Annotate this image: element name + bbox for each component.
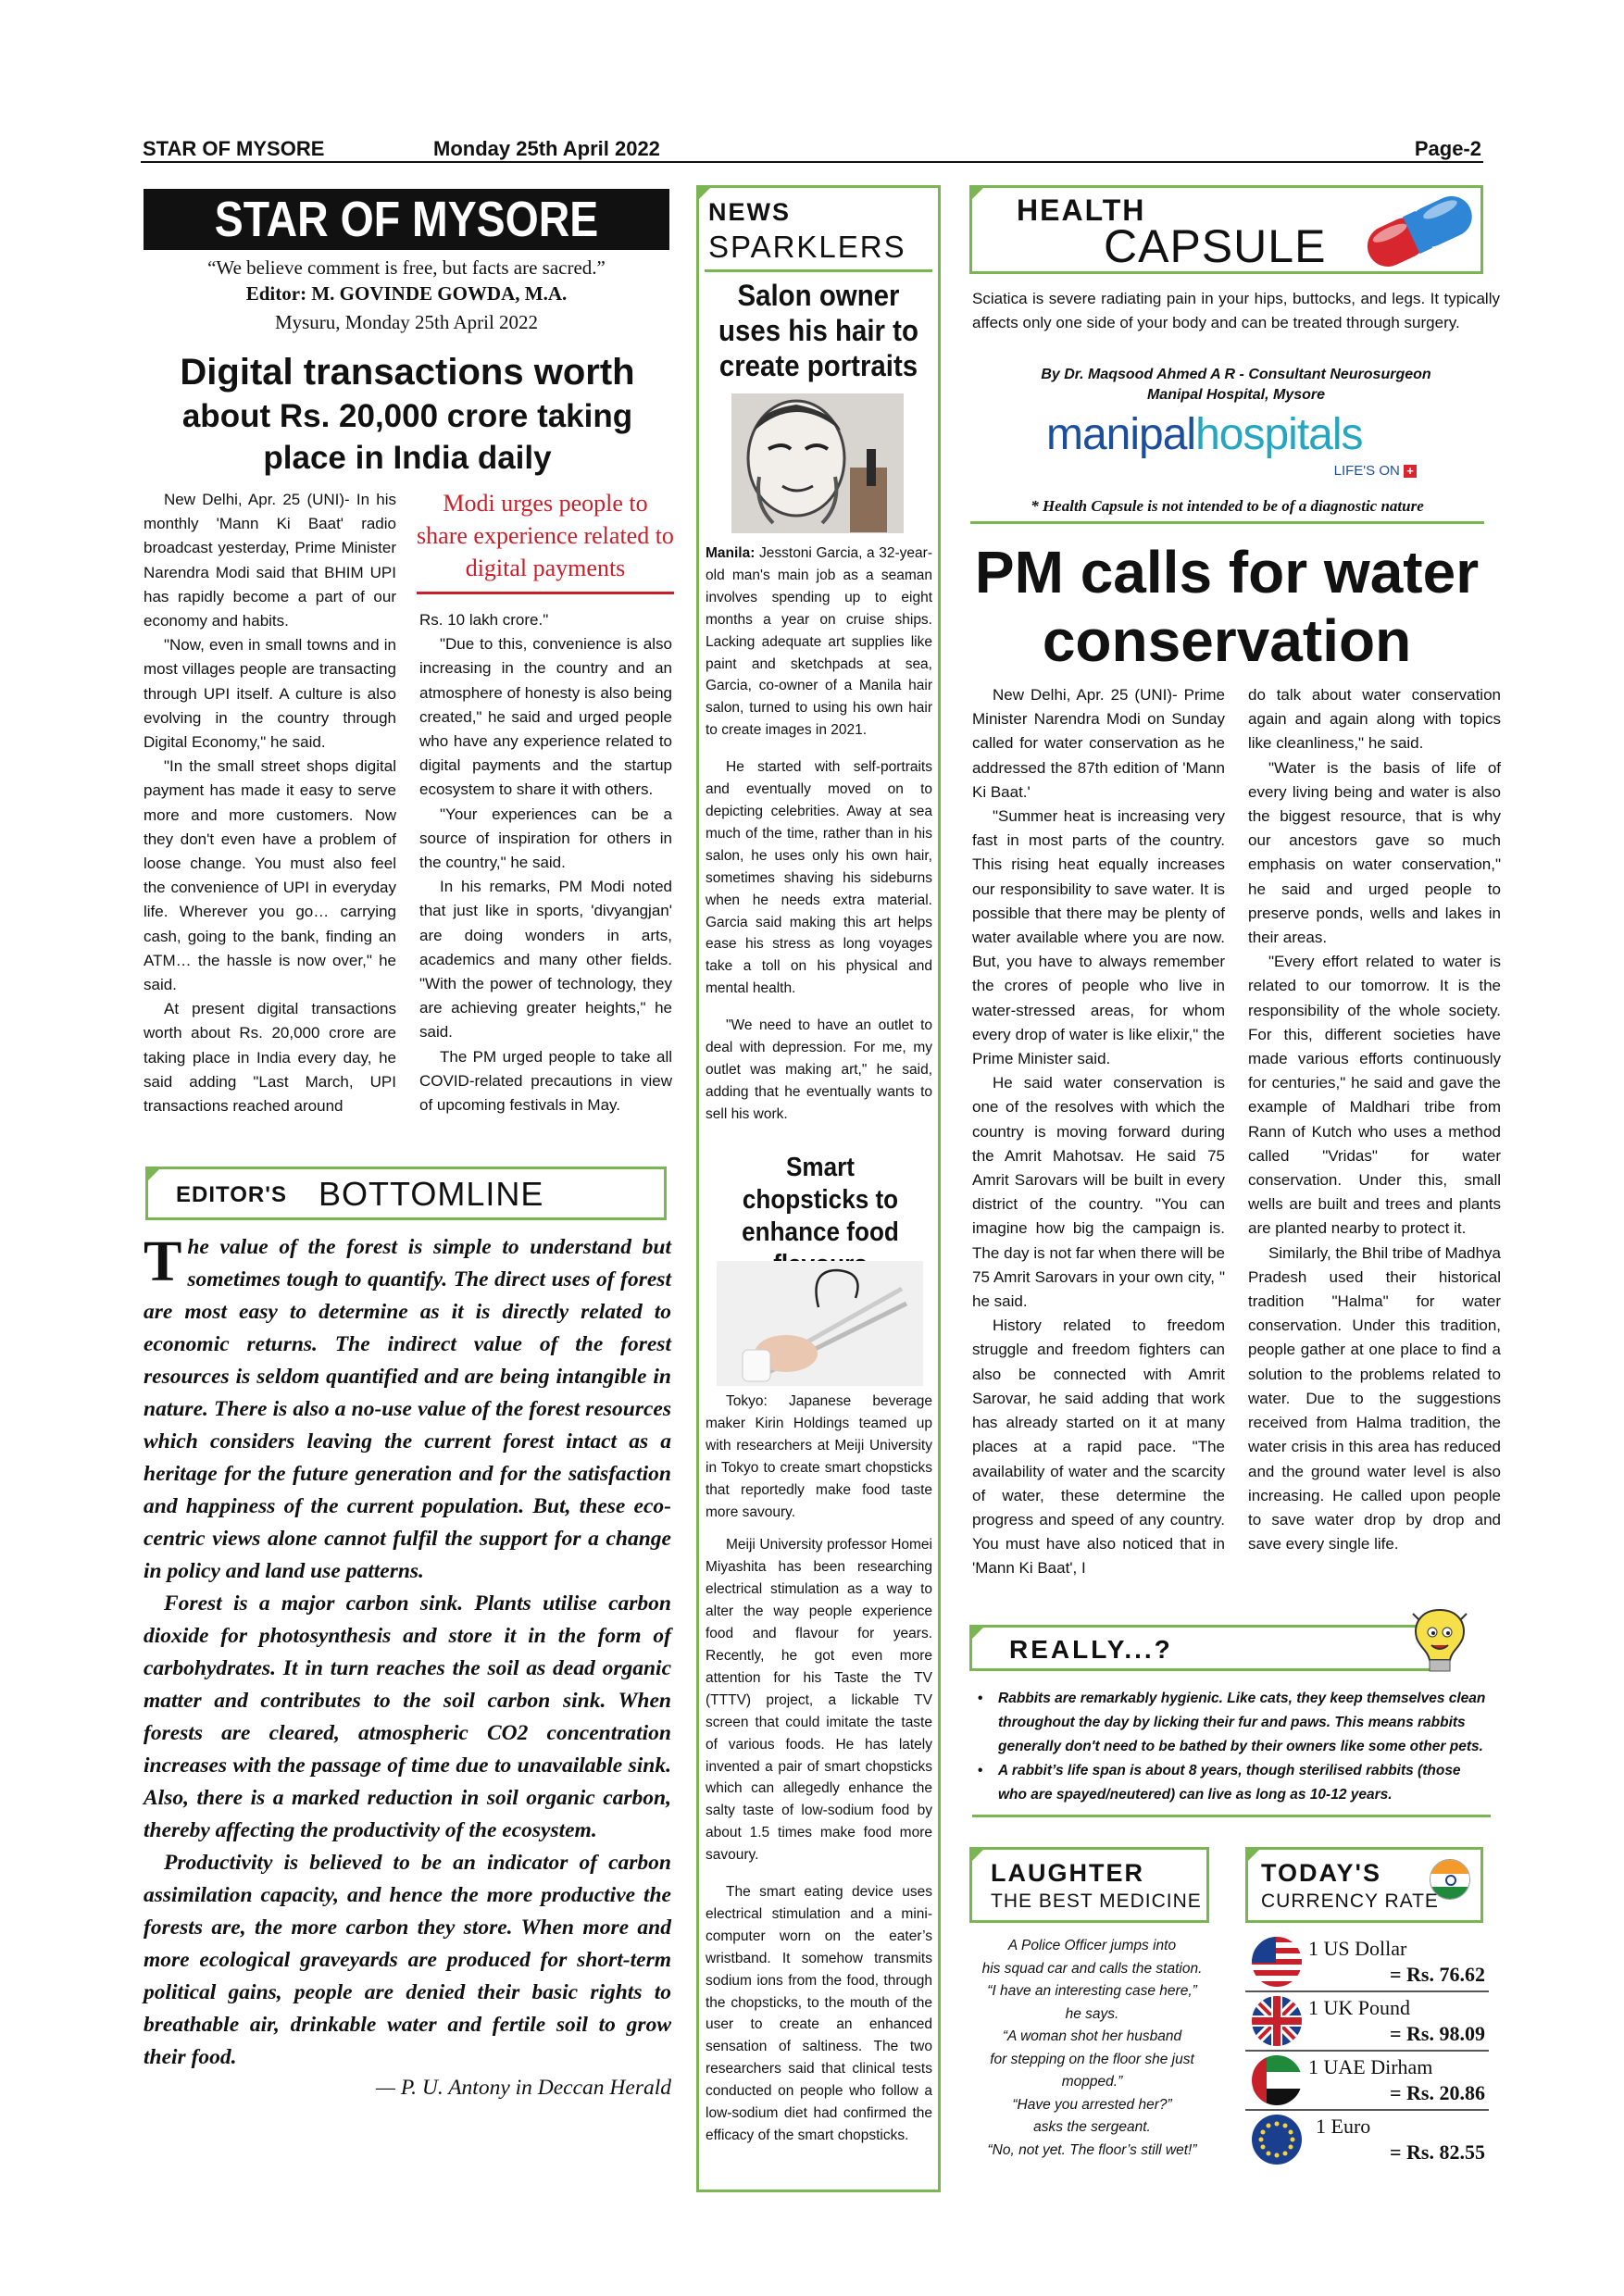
currency-label-a: TODAY'S	[1261, 1859, 1381, 1887]
salon-paragraph-1	[706, 543, 932, 742]
laughter-header	[969, 1847, 1209, 1923]
salon-story	[706, 543, 932, 1126]
health-label-b: CAPSULE	[1104, 220, 1327, 272]
chopsticks-illustration	[717, 1261, 923, 1386]
rate-name: 1 Euro	[1316, 2115, 1371, 2138]
lead-paragraph: The PM urged people to take all COVID-related precautions in view of upcoming festivals in May.	[419, 1047, 672, 1115]
lead-headline-3: place in India daily	[263, 440, 552, 476]
manipal-logo	[1046, 409, 1417, 483]
manipal-tagline	[1334, 463, 1417, 479]
lead-headline-1: Digital transactions worth	[180, 352, 635, 393]
water-paragraph: He said water conservation is one of the resolves with which the country is moving forward during the Amrit Mahotsav. He said 75 Amrit Sarovars will be built in every district of the country. "You can imagine how big the campaign is. The day is not far when there will be 75 Amrit Sarovars in your own city, " he said.	[972, 1074, 1225, 1311]
paper-logo-text: STAR OF MYSORE	[214, 192, 599, 247]
bottomline-paragraph-2: Forest is a major carbon sink. Plants utilise carbon dioxide for photosynthesis and store it in the form of carbohydrates. It in turn reaches the soil as dead organic matter and contributes to the soil carbon sink. When forests are cleared, atmospheric CO2 concentration increases with the passage of time due to unavailable sink. Also, there is a marked reduction in soil organic carbon, thereby affecting the productivity of the ecosystem.	[144, 1591, 671, 1842]
bottomline-label-b: BOTTOMLINE	[319, 1175, 544, 1213]
water-paragraph: do talk about water conservation again and again along with topics like cleanliness," he said.	[1248, 686, 1501, 753]
currency-header	[1245, 1847, 1483, 1923]
sparklers-label-a: NEWS	[708, 198, 791, 226]
laughter-label-a: LAUGHTER	[991, 1859, 1144, 1887]
sparklers-header-rule	[705, 269, 932, 272]
chopsticks-headline: Smart chopsticks to enhance food	[742, 1153, 899, 1247]
rate-name: 1 UK Pound	[1308, 1996, 1411, 2019]
water-column-2	[1248, 683, 1501, 1556]
laughter-corner	[969, 1847, 986, 1864]
salon-headline: Salon owner uses his hair to create portraits	[718, 279, 918, 382]
joke-line: A Police Officer jumps into	[1007, 1938, 1177, 1953]
chopsticks-paragraph-2: Meiji University professor Homei Miyashita has been researching electrical stimulation as a way to alter the way people experience food and flavour for years. Recently, he got even more attention for his Taste the TV (TTTV) project, a lickable TV screen that could imitate the taste of various foods. He has lately invented a pair of smart chopsticks which can allegedly enhance the salty taste of low-sodium food by about 1.5 times make food more savoury.	[706, 1537, 932, 1864]
joke-line: for stepping on the floor she just	[990, 2051, 1194, 2067]
water-paragraph: "Every effort related to water is related to our tomorrow. It is the responsibility of the whole society. For this, different societies have made various efforts continuously for centuries," he said and gave the example of Maldhari tribe from Rann of Kutch who uses a method called "Vridas" for water conservation. Under this, small wells are built and trees and plants are planted nearby to protect it.	[1248, 953, 1501, 1238]
bottomline-credit: — P. U. Antony in Deccan Herald	[376, 2076, 671, 2100]
health-byline-2: Manipal Hospital, Mysore	[1146, 387, 1326, 403]
rate-value: = Rs. 20.86	[1390, 2081, 1485, 2104]
lead-paragraph: In his remarks, PM Modi noted that just like in sports, 'divyangjan' are doing wonders in arts, academics and many other fields. "With the power of technology, they are achieving greater heights," he said.	[419, 878, 672, 1042]
uk-flag-icon	[1252, 1996, 1302, 2046]
bottomline-paragraph-3: Productivity is believed to be an indicator of carbon assimilation capacity, and hence the more productive the forests are, the more carbon they store. When more and more ecological graveyards are produced for short-term political gains, people are denied their basic rights to breathable air, drinkable water and fertile soil to grow their food.	[144, 1851, 671, 2069]
rate-row-aed	[1245, 2053, 1489, 2111]
bottomline-text: he value of the forest is simple to understand but sometimes tough to quantify. The direct uses of forest are most easy to determine as it is directly related to economic returns. The indirect value of the forest resources is seldom quantified and are being intangible in nature. There is also a no-use value of the forest resources which considers leaving the current forest intact as a heritage for the future generation and for the satisfaction and happiness of the current population. But, these eco-centric views alone cannot fulfil the support for a change in policy and land use patterns.	[144, 1235, 671, 1583]
masthead	[141, 135, 1483, 163]
really-header	[969, 1625, 1432, 1671]
lead-paragraph: Rs. 10 lakh crore."	[419, 611, 549, 629]
rate-row-gbp	[1245, 1994, 1489, 2052]
joke-line: “No, not yet. The floor’s still wet!”	[987, 2141, 1197, 2158]
bottomline-label-a: EDITOR'S	[176, 1182, 287, 1207]
paper-logo	[144, 189, 669, 250]
lead-paragraph: "Due to this, convenience is also increasing in the country and an atmosphere of honesty is also being created," he said and urged people who have any experience related to digital payments and the startup ecosystem to share it with others.	[419, 635, 672, 799]
usa-flag-icon	[1252, 1937, 1302, 1987]
really-fact-text: A rabbit’s life span is about 8 years, though sterilised rabbits (those who are spayed/neutered) can live as long as 10-12 years.	[998, 1763, 1461, 1803]
chopsticks-paragraph-1: Tokyo: Japanese beverage maker Kirin Holdings teamed up with researchers at Meiji University in Tokyo to create smart chopsticks that reportedly make food taste more savoury.	[706, 1393, 932, 1520]
masthead-paper: STAR OF MYSORE	[143, 137, 325, 160]
manipal-tagline-text: LIFE'S ON	[1333, 463, 1400, 479]
salon-paragraph-2: He started with self-portraits and eventually moved on to depicting celebrities. Away at sea much of the time, rather than in his salon, he uses only his own hair, sometimes shaving his sideburns when he needs extra material. Garcia said making this art helps ease his stress as long voyages take a toll on his physical and mental health.	[706, 759, 932, 997]
currency-label-b: CURRENCY RATE	[1261, 1890, 1439, 1912]
lead-paragraph: "In the small street shops digital payment has made it easy to serve more and more customers. Now they don't even have a problem of loose change. You must also feel the convenience of UPI in everyday life. Wherever you go… carrying cash, going to the bank, finding an ATM… the hassle is now over," he said.	[144, 757, 396, 994]
bullet-icon: •	[978, 1763, 983, 1778]
rate-name: 1 US Dollar	[1308, 1937, 1407, 1960]
water-headline-1: PM calls for water	[974, 539, 1480, 605]
water-paragraph: New Delhi, Apr. 25 (UNI)- Prime Minister Narendra Modi on Sunday called for water conservation as he addressed the 87th edition of 'Mann Ki Baat.'	[972, 686, 1225, 801]
really-corner	[969, 1625, 986, 1641]
masthead-page: Page-2	[1414, 137, 1481, 160]
lead-paragraph: New Delhi, Apr. 25 (UNI)- In his monthly 'Mann Ki Baat' radio broadcast yesterday, Prime Minister Narendra Modi said that BHIM UPI has rapidly become a part of our economy and habits.	[144, 491, 396, 630]
health-corner	[969, 185, 986, 202]
drop-cap: T	[144, 1230, 182, 1293]
capsule-icon	[1354, 181, 1493, 274]
water-paragraph: Similarly, the Bhil tribe of Madhya Pradesh used their historical tradition "Halma" for water conservation. Under this tradition, people gather at one place to find a solution to the problems related to water. Due to the suggestions received from Halma tradition, the water crisis in this area has reduced and the ground water level is also increasing. He called upon people to save water drop by drop and save every single life.	[1248, 1243, 1502, 1554]
editor-name: Editor: M. GOVINDE GOWDA, M.A.	[245, 282, 568, 305]
really-fact-text: Rabbits are remarkably hygienic. Like cats, they keep themselves clean throughout the day by licking their fur and paws. This means rabbits generally don't need to be bathed by their owners like some other pets.	[998, 1691, 1486, 1754]
masthead-date: Monday 25th April 2022	[433, 137, 660, 160]
hair-portrait-image	[731, 393, 904, 533]
really-fact	[972, 1759, 1491, 1807]
joke-line: “I have an interesting case here,”	[987, 1983, 1197, 1999]
lightbulb-icon	[1407, 1606, 1472, 1680]
lead-headline-2: about Rs. 20,000 crore taking	[181, 398, 633, 434]
eu-flag-icon	[1252, 2115, 1302, 2165]
rate-value: = Rs. 98.09	[1390, 2022, 1485, 2045]
lead-paragraph: At present digital transactions worth about Rs. 20,000 crore are taking place in India every day, he said adding "Last March, UPI transactions reached around	[144, 1000, 396, 1116]
laughter-label-b: THE BEST MEDICINE	[991, 1890, 1202, 1912]
joke-line: mopped.”	[1061, 2074, 1123, 2090]
bottomline-paragraph-1	[144, 1231, 671, 1588]
joke-line: he says.	[1065, 2005, 1119, 2022]
rate-value: = Rs. 76.62	[1390, 1963, 1485, 1986]
editorial-dateline: Mysuru, Monday 25th April 2022	[274, 311, 539, 333]
health-text: Sciatica is severe radiating pain in your hips, buttocks, and legs. It typically affects only one side of your body and can be treated through surgery.	[972, 290, 1500, 331]
really-fact	[972, 1687, 1491, 1759]
health-byline-1: By Dr. Maqsood Ahmed A R - Consultant Neurosurgeon	[1041, 367, 1431, 382]
bottomline-body	[144, 1231, 671, 2101]
salon-dateline: Manila:	[706, 545, 756, 561]
water-paragraph: "Summer heat is increasing very fast in most parts of the country. This rising heat equally increases our responsibility to save water. It is possible that there may be plenty of water available where you are now. But, you have to always remember the crores of people who live in water-stressed areas, for whom every drop of water is like elixir," the Prime Minister said.	[972, 807, 1225, 1068]
joke-line: “A woman shot her husband	[1002, 2028, 1182, 2044]
chopsticks-image	[717, 1261, 923, 1386]
rate-name: 1 UAE Dirham	[1308, 2055, 1433, 2078]
rate-value: = Rs. 82.55	[1390, 2140, 1485, 2164]
lead-column-2	[419, 608, 672, 1117]
water-column-1	[972, 683, 1225, 1581]
salon-text-1: Jesstoni Garcia, a 32-year-old man's main job as a seaman involves spending up to eight months a year on cruise ships. Lacking adequate art supplies like paint and sketchpads at sea, Garcia, co-owner of a Manila hair salon, turned to using his own hair to create images in 2021.	[706, 545, 932, 739]
chopsticks-story	[706, 1391, 932, 2147]
manipal-logo-b: hospitals	[1195, 410, 1363, 459]
water-paragraph: History related to freedom struggle and freedom fighters can also be connected with Amrit Sarovar, he said adding that work has already started on it at many places at a rapid pace. "The availability of water and the scarcity of water, these determine the progress and speed of any country. You must have also noticed that in 'Mann Ki Baat', I	[972, 1316, 1225, 1578]
pill-capsule-icon	[1354, 181, 1493, 274]
lead-paragraph: "Your experiences can be a source of inspiration for others in the country," he said.	[419, 805, 672, 872]
bulb-mascot	[1407, 1606, 1472, 1680]
portrait-illustration	[731, 393, 904, 533]
rate-row-eur	[1245, 2113, 1489, 2170]
uae-flag-icon	[1252, 2055, 1302, 2105]
sparklers-label-b: SPARKLERS	[708, 230, 906, 264]
india-flag-icon	[1430, 1859, 1470, 1900]
water-headline-2: conservation	[1042, 607, 1412, 674]
joke-line: “Have you arrested her?”	[1012, 2096, 1172, 2113]
health-disclaimer: * Health Capsule is not intended to be of a diagnostic nature	[970, 497, 1484, 524]
health-label-a: HEALTH	[1017, 193, 1146, 227]
bullet-icon: •	[978, 1691, 983, 1706]
red-cross-icon: +	[1404, 465, 1417, 478]
lead-paragraph: "Now, even in small towns and in most villages people are transacting through UPI itself. A culture is also evolving in the country through Digital Economy," he said.	[144, 636, 396, 752]
rate-row-usd	[1245, 1935, 1489, 1992]
currency-corner	[1245, 1847, 1262, 1864]
water-paragraph: "Water is the basis of life of every living being and water is also the biggest resource, that is why our ancestors gave so much emphasis on water conservation," he said and urged people to preserve ponds, wells and lakes in their areas.	[1248, 758, 1501, 947]
really-facts	[972, 1687, 1491, 1817]
chopsticks-paragraph-3: The smart eating device uses electrical stimulation and a mini-computer worn on the eater’s wristband. It somehow transmits sodium ions from the food, through the chopsticks, to the mouth of the user to create an enhanced sensation of saltiness. The two researchers said that clinical tests conducted on people who follow a low-sodium diet had confirmed the efficacy of the smart chopsticks.	[706, 1884, 932, 2143]
bottomline-header	[145, 1167, 667, 1220]
motto: “We believe comment is free, but facts are sacred.”	[207, 256, 606, 279]
lead-column-1	[144, 488, 396, 1118]
bottomline-corner	[145, 1167, 162, 1183]
joke-line: his squad car and calls the station.	[981, 1960, 1203, 1977]
laughter-joke	[969, 1935, 1215, 2162]
manipal-logo-a: manipal	[1046, 410, 1196, 459]
pull-quote: Modi urges people to share experience related to digital payments	[417, 487, 674, 594]
salon-paragraph-3: "We need to have an outlet to deal with depression. For me, my outlet was making art," he said, adding that he eventually wants to sell his work.	[706, 1017, 932, 1122]
joke-line: asks the sergeant.	[1033, 2119, 1151, 2135]
really-label: REALLY...?	[1009, 1635, 1173, 1664]
